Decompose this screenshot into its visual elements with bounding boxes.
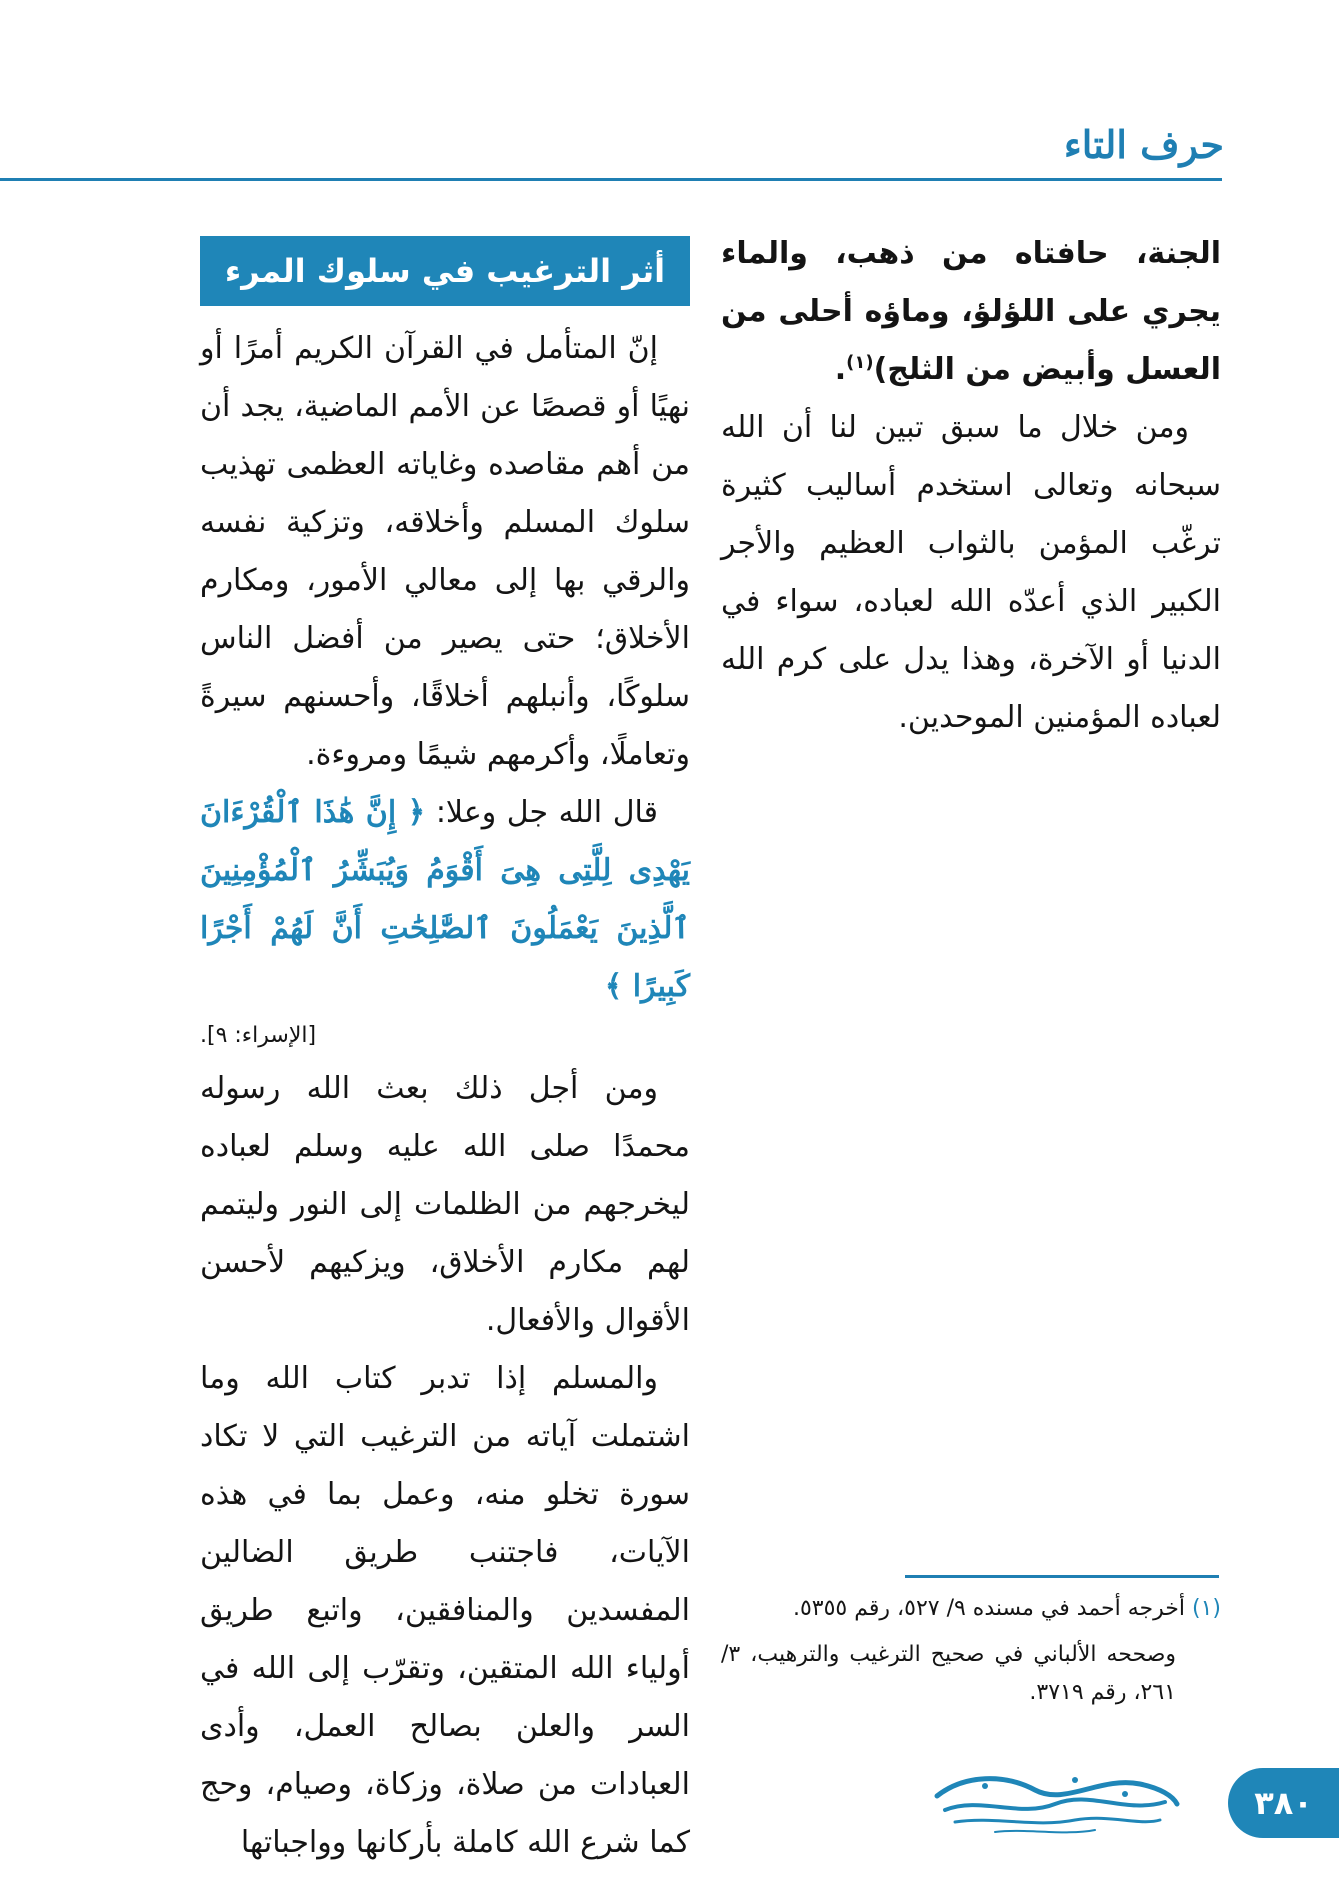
quran-quote: [200, 784, 690, 1016]
paragraph-hadith-end: [721, 225, 1221, 399]
paragraph-muslim: والمسلم إذا تدبر كتاب الله وما اشتملت آياته من الترغيب التي لا تكاد سورة تخلو منه، وعمل بما في هذه الآيات، فاجتنب طريق الضالين المفسدين والمنافقين، واتبع طريق أولياء الله المتقين، وتقرّب إلى الله في السر والعلن بصالح العمل، وأدى العبادات من صلاة، وزكاة، وصيام، وحج كما شرع الله كاملة بأركانها وواجباتها: [200, 1361, 690, 1860]
quran-verse: ﴿ إِنَّ هَٰذَا ٱلْقُرْءَانَ يَهْدِى لِلَّتِى هِىَ أَقْوَمُ وَيُبَشِّرُ ٱلْمُؤْمِنِينَ ٱلَّذِينَ يَعْمَلُونَ ٱلصَّٰلِحَٰتِ أَنَّ لَهُمْ أَجْرًا كَبِيرًا ﴾: [200, 795, 690, 1004]
footnote-text: أخرجه أحمد في مسنده ٩/ ٥٢٧، رقم ٥٣٥٥.: [792, 1596, 1192, 1621]
paragraph-intro: إنّ المتأمل في القرآن الكريم أمرًا أو نهيًا أو قصصًا عن الأمم الماضية، يجد أن من أهم مقاصده وغاياته العظمى تهذيب سلوك المسلم وأخلاقه، وتزكية نفسه والرقي بها إلى معالي الأمور، ومكارم الأخلاق؛ حتى يصير من أفضل الناس سلوكًا، وأنبلهم أخلاقًا، وأحسنهم سيرةً وتعاملًا، وأكرمهم شيمًا ومروءة.: [200, 331, 690, 772]
chapter-title: حرف التاء: [1063, 122, 1224, 167]
section-heading: أثر الترغيب في سلوك المرء: [200, 236, 690, 306]
footnote-number: (١): [1191, 1596, 1221, 1621]
right-column: [721, 225, 1221, 747]
left-column: [200, 236, 690, 1872]
paragraph-summary: ومن خلال ما سبق تبين لنا أن الله سبحانه وتعالى استخدم أساليب كثيرة ترغّب المؤمن بالثواب العظيم والأجر الكبير الذي أعدّه الله لعباده، سواء في الدنيا أو الآخرة، وهذا يدل على كرم الله لعباده المؤمنين الموحدين.: [721, 410, 1221, 735]
footnote-1-continued: وصححه الألباني في صحيح الترغيب والترهيب، ٣/ ٢٦١، رقم ٣٧١٩.: [721, 1642, 1176, 1705]
footnotes: [721, 1590, 1221, 1712]
encyclopedia-logo: [925, 1766, 1185, 1842]
header-rule: [0, 178, 1222, 181]
quote-intro-text: قال الله جل وعلا:: [425, 795, 658, 830]
footnote-1: [721, 1590, 1221, 1628]
quran-reference: [الإسراء: ٩].: [200, 1023, 317, 1048]
hadith-end-dot: .: [834, 352, 847, 387]
hadith-text: الجنة، حافتاه من ذهب، والماء يجري على اللؤلؤ، وماؤه أحلى من العسل وأبيض من الثلج): [721, 236, 1221, 387]
footnote-rule: [905, 1575, 1219, 1578]
page-number: ٣٨٠: [1228, 1768, 1339, 1838]
footnote-ref[interactable]: (١): [846, 352, 874, 373]
paragraph-prophet: ومن أجل ذلك بعث الله رسوله محمدًا صلى الله عليه وسلم لعباده ليخرجهم من الظلمات إلى النور وليتمم لهم مكارم الأخلاق، ويزكيهم لأحسن الأقوال والأفعال.: [200, 1071, 690, 1338]
